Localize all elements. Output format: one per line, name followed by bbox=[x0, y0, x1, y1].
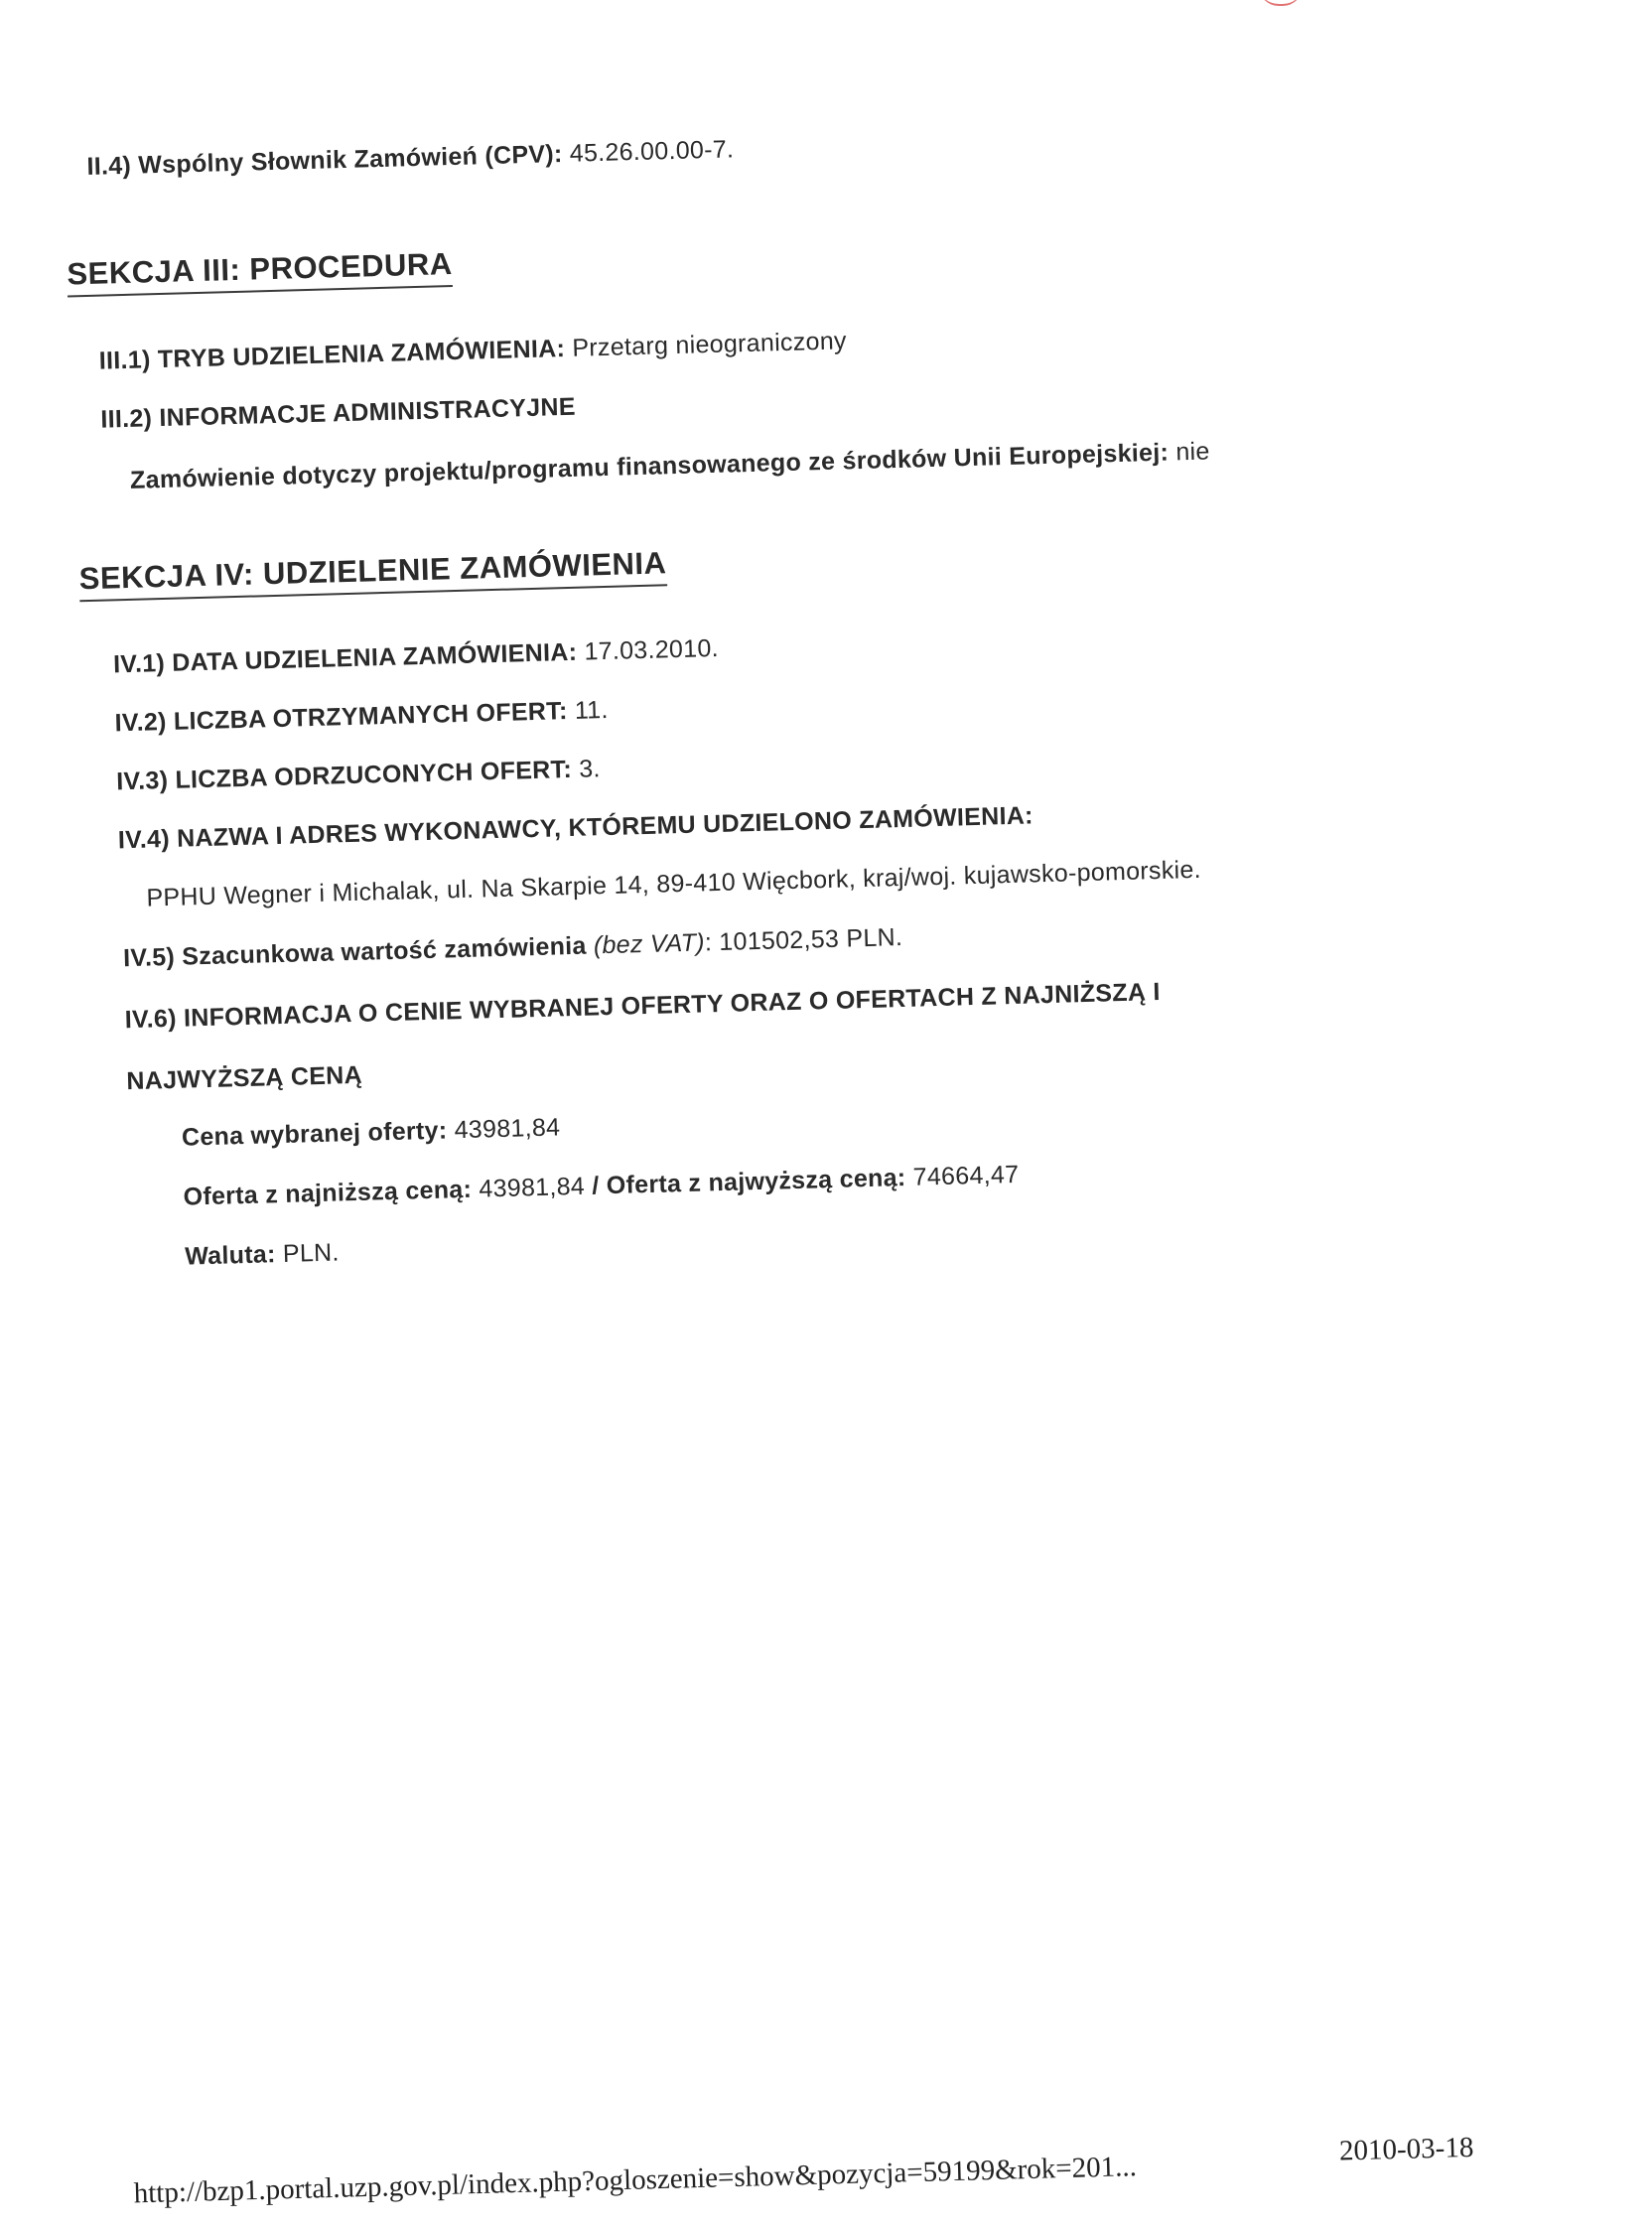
offers-rejected-line bbox=[116, 754, 601, 796]
offers-received-line bbox=[114, 695, 609, 738]
procedure-type-line bbox=[98, 326, 847, 375]
price-info-label-1: IV.6) INFORMACJA O CENIE WYBRANEJ OFERTY ORAZ O OFERTACH Z NAJNIŻSZĄ I bbox=[124, 977, 1162, 1035]
award-date-line bbox=[113, 633, 720, 679]
offers-received-value: 11. bbox=[574, 695, 610, 725]
footer-date: 2010-03-18 bbox=[1338, 2131, 1474, 2167]
offers-received-label: IV.2) LICZBA OTRZYMANYCH OFERT: bbox=[114, 697, 568, 738]
highest-price-label: Oferta z najwyższą ceną: bbox=[606, 1163, 906, 1200]
section-4-heading: SEKCJA IV: UDZIELENIE ZAMÓWIENIA bbox=[78, 544, 667, 602]
eu-project-line bbox=[130, 436, 1210, 494]
currency-value: PLN. bbox=[282, 1238, 341, 1268]
offers-rejected-label: IV.3) LICZBA ODRZUCONYCH OFERT: bbox=[115, 755, 573, 796]
footer-url: http://bzp1.portal.uzp.gov.pl/index.php?ogloszenie=show&pozycja=59199&rok=201... bbox=[133, 2151, 1138, 2210]
contractor-address: PPHU Wegner i Michalak, ul. Na Skarpie 14, 89-410 Więcbork, kraj/woj. kujawsko-pomorskie. bbox=[146, 855, 1202, 912]
cpv-line bbox=[86, 134, 734, 182]
selected-price-value: 43981,84 bbox=[454, 1113, 561, 1145]
award-date-label: IV.1) DATA UDZIELENIA ZAMÓWIENIA: bbox=[112, 637, 578, 679]
offers-rejected-value: 3. bbox=[578, 755, 602, 783]
lowest-price-label: Oferta z najniższą ceną: bbox=[183, 1175, 473, 1211]
eu-project-value: nie bbox=[1174, 437, 1210, 467]
award-date-value: 17.03.2010. bbox=[584, 633, 720, 666]
price-separator: / bbox=[591, 1172, 600, 1200]
contractor-label: IV.4) NAZWA I ADRES WYKONAWCY, KTÓREMU UDZIELONO ZAMÓWIENIA: bbox=[117, 801, 1034, 855]
cpv-value: 45.26.00.00-7. bbox=[569, 135, 735, 168]
currency-label: Waluta: bbox=[184, 1240, 277, 1271]
estimated-value-amount: : 101502,53 PLN. bbox=[704, 922, 903, 957]
currency-line bbox=[185, 1237, 340, 1271]
price-info-label-2: NAJWYŻSZĄ CENĄ bbox=[126, 1060, 363, 1096]
contractor-address-line bbox=[146, 855, 1201, 913]
selected-price-label: Cena wybranej oferty: bbox=[181, 1116, 448, 1152]
section-3-heading: SEKCJA III: PROCEDURA bbox=[67, 245, 453, 297]
lowest-price-value: 43981,84 bbox=[479, 1172, 586, 1203]
admin-info-label: III.2) INFORMACJE ADMINISTRACYJNE bbox=[100, 392, 577, 434]
admin-info-line bbox=[100, 392, 576, 435]
selected-price-line bbox=[182, 1112, 561, 1152]
price-info-heading-line-1 bbox=[124, 977, 1161, 1035]
cpv-label: II.4) Wspólny Słownik Zamówień (CPV): bbox=[86, 139, 563, 181]
procedure-type-value: Przetarg nieograniczony bbox=[571, 327, 848, 362]
estimated-value-label: IV.5) Szacunkowa wartość zamówienia bbox=[122, 931, 588, 973]
eu-project-label: Zamówienie dotyczy projektu/programu finansowanego ze środków Unii Europejskiej: bbox=[129, 438, 1170, 494]
price-info-heading-line-2 bbox=[126, 1060, 362, 1096]
contractor-heading-line bbox=[117, 800, 1033, 855]
procedure-type-label: III.1) TRYB UDZIELENIA ZAMÓWIENIA: bbox=[98, 334, 566, 375]
estimated-value-vat-note: (bez VAT) bbox=[593, 928, 706, 960]
price-range-line bbox=[183, 1160, 1020, 1212]
estimated-value-line bbox=[123, 922, 903, 973]
highest-price-value: 74664,47 bbox=[912, 1160, 1020, 1191]
